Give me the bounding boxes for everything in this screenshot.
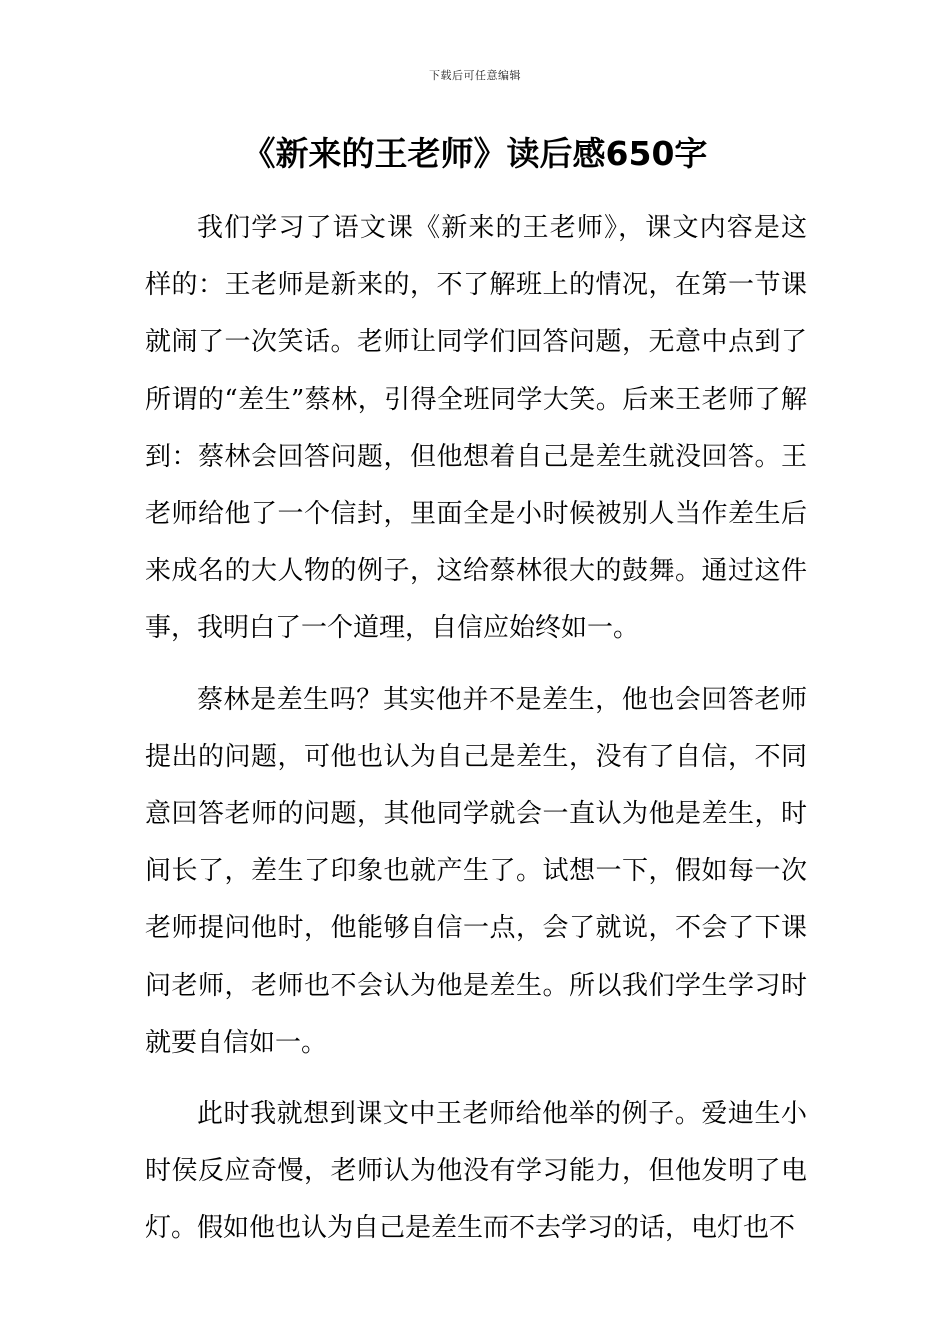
body-paragraph: 蔡林是差生吗？其实他并不是差生，他也会回答老师提出的问题，可他也认为自己是差生，没有了自信，不同意回答老师的问题，其他同学就会一直认为他是差生，时间长了，差生了印象也就产生了。试想一下，假如每一次老师提问他时，他能够自信一点，会了就说，不会了下课问老师，老师也不会认为他是差生。所以我们学生学习时就要自信如一。 (145, 684, 807, 1058)
document-title: 《新来的王老师》读后感650字 (242, 134, 708, 173)
document-body (145, 200, 807, 1272)
body-paragraph: 我们学习了语文课《新来的王老师》，课文内容是这样的：王老师是新来的，不了解班上的情况，在第一节课就闹了一次笑话。老师让同学们回答问题，无意中点到了所谓的“差生”蔡林，引得全班同学大笑。后来王老师了解到：蔡林会回答问题，但他想着自己是差生就没回答。王老师给他了一个信封，里面全是小时候被别人当作差生后来成名的大人物的例子，这给蔡林很大的鼓舞。通过这件事，我明白了一个道理，自信应始终如一。 (145, 213, 807, 644)
body-paragraph: 此时我就想到课文中王老师给他举的例子。爱迪生小时侯反应奇慢，老师认为他没有学习能力，但他发明了电灯。假如他也认为自己是差生而不去学习的话，电灯也不 (145, 1099, 807, 1244)
header-note: 下载后可任意编辑 (429, 69, 521, 82)
